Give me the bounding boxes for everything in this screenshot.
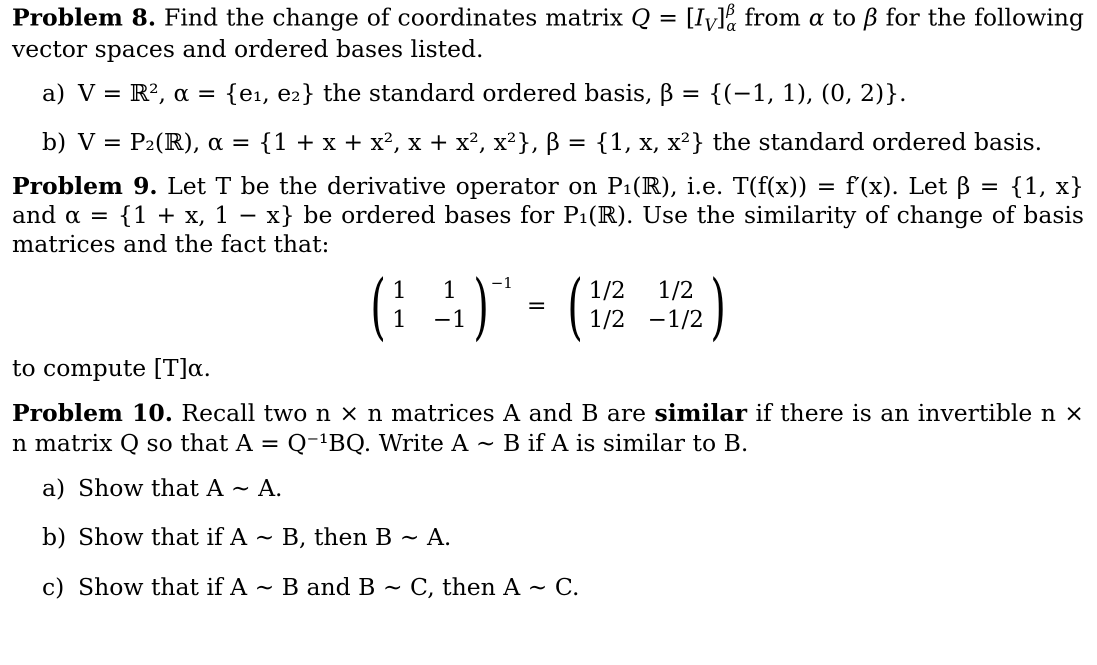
part-b-text: Show that if A ∼ B, then B ∼ A.: [78, 523, 452, 552]
identity-symbol: I: [695, 3, 705, 32]
problem-8-part-b: [12, 128, 1084, 157]
problem-8-text-1: Find the change of coordinates matrix: [164, 3, 631, 32]
part-b-label: b): [42, 128, 67, 157]
problem-10-text-1: Recall two n × n matrices A and B are: [181, 399, 655, 428]
superscript-beta: β: [726, 1, 736, 19]
problem-8-to: to: [824, 3, 865, 32]
part-a-label: a): [42, 78, 66, 107]
problem-8-from: from: [736, 3, 809, 32]
part-a-text: Show that A ∼ A.: [78, 473, 283, 502]
problem-9-statement: [12, 172, 1084, 260]
space-v-subscript: V: [704, 15, 717, 35]
matrix-inverse-equation: [12, 262, 1084, 350]
right-matrix-b22: −1/2: [647, 306, 704, 333]
left-matrix-a11: 1: [392, 278, 407, 304]
problem-10-statement: [12, 399, 1084, 458]
right-matrix: ( 1/2 1/2 1/2 −1/2 ): [566, 263, 726, 348]
problem-10-part-c: [12, 573, 1084, 602]
subscript-alpha: α: [726, 16, 737, 35]
matrix-q-symbol: Q: [631, 3, 651, 32]
similar-term: similar: [654, 399, 748, 428]
problem-10-part-a: [12, 474, 1084, 503]
part-b-text: V = P₂(ℝ), α = {1 + x + x², x + x², x²}, β = {1, x, x²} the standard ordered basis.: [78, 128, 1043, 157]
problem-10-text-2: if there is an invertible n × n matrix Q so that A = Q⁻¹BQ. Write A ∼ B if A is similar to B.: [12, 399, 1085, 457]
left-matrix-a12: 1: [442, 278, 457, 304]
left-matrix: ( 1 1 1 −1 ) −1: [370, 263, 513, 348]
inverse-exponent: −1: [490, 273, 513, 292]
right-matrix-b21: 1/2: [588, 306, 626, 333]
problem-9-conclusion: to compute [T]α.: [12, 353, 212, 382]
problem-9-heading: Problem 9.: [12, 171, 158, 200]
problem-8-parts: [12, 79, 1084, 158]
equals-bracket: = [: [650, 3, 696, 32]
matrix-equals: =: [526, 291, 547, 320]
right-matrix-b12: 1/2: [657, 278, 695, 304]
problem-10-heading: Problem 10.: [12, 399, 173, 428]
left-matrix-a21: 1: [392, 306, 407, 333]
part-a-label: a): [42, 473, 66, 502]
problem-8-part-a: [12, 79, 1084, 108]
problem-10-parts: [12, 474, 1084, 602]
part-a-text: V = ℝ², α = {e₁, e₂} the standard ordered basis, β = {(−1, 1), (0, 2)}.: [78, 78, 907, 107]
problem-8-statement: [12, 3, 1084, 64]
part-c-text: Show that if A ∼ B and B ∼ C, then A ∼ C.: [78, 572, 580, 601]
right-matrix-b11: 1/2: [588, 278, 626, 304]
bracket-close: ]: [716, 3, 726, 32]
homework-page: [12, 3, 1084, 602]
problem-9-text: Let T be the derivative operator on P₁(ℝ), i.e. T(f(x)) = f′(x). Let β = {1, x} and α = {1 + x, 1 − x} be ordered bases for P₁(ℝ). Use the similarity of change of basis matrices and the fact that:: [12, 171, 1084, 259]
problem-8-text-3: for the following vector spaces and ordered bases listed.: [12, 3, 1084, 63]
alpha-symbol: α: [808, 3, 825, 32]
problem-10-part-b: [12, 523, 1084, 552]
part-c-label: c): [42, 572, 65, 601]
part-b-label: b): [42, 523, 67, 552]
left-matrix-a22: −1: [432, 306, 467, 333]
problem-8-heading: Problem 8.: [12, 3, 157, 32]
beta-symbol: β: [864, 3, 878, 32]
